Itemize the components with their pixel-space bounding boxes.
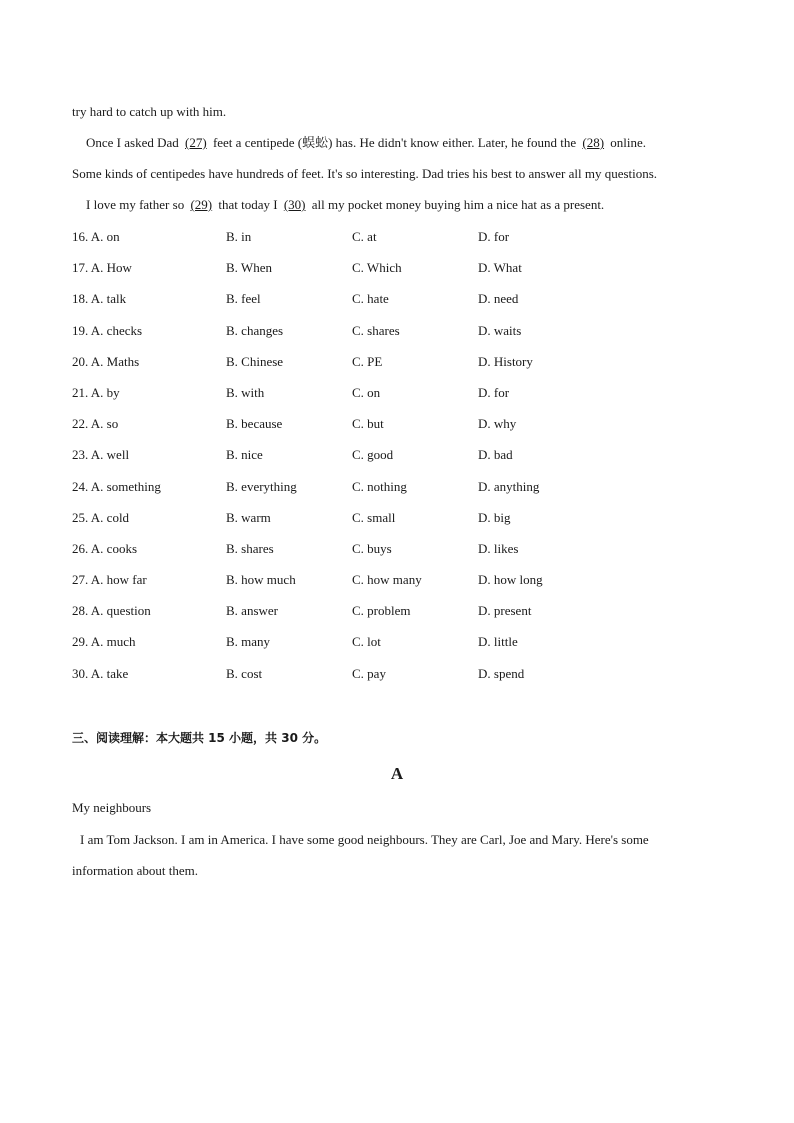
reading-line: I am Tom Jackson. I am in America. I have some good neighbours. They are Carl, Joe and Mary. Here's some bbox=[80, 832, 649, 847]
option-d[interactable]: D. waits bbox=[478, 322, 522, 338]
blank-30: (30) bbox=[283, 197, 306, 212]
question-row bbox=[72, 666, 732, 697]
question-row bbox=[72, 634, 732, 665]
option-b[interactable]: B. many bbox=[226, 634, 271, 650]
option-d[interactable]: D. likes bbox=[478, 540, 519, 556]
option-a[interactable]: 16. A. on bbox=[72, 229, 120, 244]
question-row bbox=[72, 229, 732, 260]
option-b[interactable]: B. nice bbox=[226, 447, 263, 463]
option-a[interactable]: 28. A. question bbox=[72, 603, 151, 619]
option-a[interactable]: 24. A. something bbox=[72, 478, 161, 494]
question-row bbox=[72, 323, 732, 354]
option-b[interactable]: B. in bbox=[226, 229, 252, 244]
option-d[interactable]: D. how long bbox=[478, 572, 543, 588]
option-d[interactable]: D. What bbox=[478, 260, 522, 276]
question-row bbox=[72, 479, 732, 510]
option-c[interactable]: C. shares bbox=[352, 322, 400, 338]
option-a[interactable]: 30. A. take bbox=[72, 665, 129, 681]
option-a[interactable]: 19. A. checks bbox=[72, 322, 143, 338]
option-a[interactable]: 29. A. much bbox=[72, 634, 136, 650]
option-a[interactable]: 18. A. talk bbox=[72, 291, 127, 307]
question-row bbox=[72, 291, 732, 322]
reading-line: information about them. bbox=[72, 863, 199, 878]
option-c[interactable]: C. at bbox=[352, 229, 377, 244]
passage-text: Once I asked Dad bbox=[86, 135, 183, 150]
question-row bbox=[72, 541, 732, 572]
option-b[interactable]: B. shares bbox=[226, 540, 274, 556]
option-d[interactable]: D. little bbox=[478, 634, 518, 650]
question-row bbox=[72, 447, 732, 478]
option-a[interactable]: 22. A. so bbox=[72, 416, 119, 432]
option-c[interactable]: C. on bbox=[352, 384, 381, 400]
passage-label: A bbox=[390, 764, 404, 783]
question-row bbox=[72, 416, 732, 447]
question-row bbox=[72, 385, 732, 416]
option-b[interactable]: B. answer bbox=[226, 603, 278, 619]
reading-title: My neighbours bbox=[72, 800, 152, 815]
passage-text: all my pocket money buying him a nice hat as a present. bbox=[308, 197, 605, 212]
option-c[interactable]: C. how many bbox=[352, 572, 422, 588]
option-a[interactable]: 25. A. cold bbox=[72, 509, 130, 525]
options-list bbox=[72, 229, 732, 697]
option-d[interactable]: D. anything bbox=[478, 478, 540, 494]
option-b[interactable]: B. cost bbox=[226, 665, 263, 681]
option-a[interactable]: 26. A. cooks bbox=[72, 540, 137, 556]
passage-paragraph-2 bbox=[86, 135, 646, 151]
passage-paragraph-3 bbox=[86, 197, 604, 213]
option-c[interactable]: C. lot bbox=[352, 634, 381, 650]
option-d[interactable]: D. History bbox=[478, 353, 533, 369]
passage-text: online. bbox=[607, 135, 647, 150]
option-b[interactable]: B. warm bbox=[226, 509, 271, 525]
option-c[interactable]: C. PE bbox=[352, 353, 383, 369]
option-b[interactable]: B. changes bbox=[226, 322, 284, 338]
option-c[interactable]: C. good bbox=[352, 447, 394, 463]
passage-text: that today I bbox=[215, 197, 281, 212]
blank-27: (27) bbox=[185, 135, 207, 150]
passage-text: feet a centipede (蜈蚣) has. He didn't know either. Later, he found the bbox=[209, 135, 580, 150]
option-c[interactable]: C. nothing bbox=[352, 478, 407, 494]
section-heading: 三、阅读理解：本大题共 15 小题，共 30 分。 bbox=[72, 731, 327, 745]
question-row bbox=[72, 572, 732, 603]
option-d[interactable]: D. spend bbox=[478, 665, 525, 681]
option-d[interactable]: D. big bbox=[478, 509, 511, 525]
option-a[interactable]: 23. A. well bbox=[72, 447, 130, 463]
question-row bbox=[72, 603, 732, 634]
option-b[interactable]: B. When bbox=[226, 260, 272, 276]
passage-text: I love my father so bbox=[86, 197, 188, 212]
blank-28: (28) bbox=[582, 135, 605, 150]
blank-29: (29) bbox=[190, 197, 213, 212]
option-c[interactable]: C. problem bbox=[352, 603, 411, 619]
question-row bbox=[72, 510, 732, 541]
option-b[interactable]: B. because bbox=[226, 416, 283, 432]
option-c[interactable]: C. Which bbox=[352, 260, 402, 276]
option-c[interactable]: C. pay bbox=[352, 665, 386, 681]
option-b[interactable]: B. feel bbox=[226, 291, 261, 307]
passage-line: Some kinds of centipedes have hundreds of feet. It's so interesting. Dad tries his best to answer all my questions. bbox=[72, 166, 658, 181]
option-d[interactable]: D. for bbox=[478, 384, 510, 400]
option-d[interactable]: D. bad bbox=[478, 447, 513, 463]
option-c[interactable]: C. hate bbox=[352, 291, 389, 307]
option-a[interactable]: 20. A. Maths bbox=[72, 353, 140, 369]
question-row bbox=[72, 354, 732, 385]
option-c[interactable]: C. but bbox=[352, 416, 384, 432]
option-d[interactable]: D. for bbox=[478, 229, 510, 244]
option-b[interactable]: B. with bbox=[226, 384, 265, 400]
question-row bbox=[72, 260, 732, 291]
option-a[interactable]: 17. A. How bbox=[72, 260, 132, 276]
option-d[interactable]: D. present bbox=[478, 603, 532, 619]
option-c[interactable]: C. buys bbox=[352, 540, 392, 556]
option-b[interactable]: B. Chinese bbox=[226, 353, 284, 369]
passage-line: try hard to catch up with him. bbox=[72, 104, 227, 119]
option-b[interactable]: B. everything bbox=[226, 478, 297, 494]
option-d[interactable]: D. why bbox=[478, 416, 517, 432]
option-d[interactable]: D. need bbox=[478, 291, 519, 307]
option-c[interactable]: C. small bbox=[352, 509, 396, 525]
option-b[interactable]: B. how much bbox=[226, 572, 296, 588]
option-a[interactable]: 27. A. how far bbox=[72, 572, 147, 588]
option-a[interactable]: 21. A. by bbox=[72, 384, 120, 400]
